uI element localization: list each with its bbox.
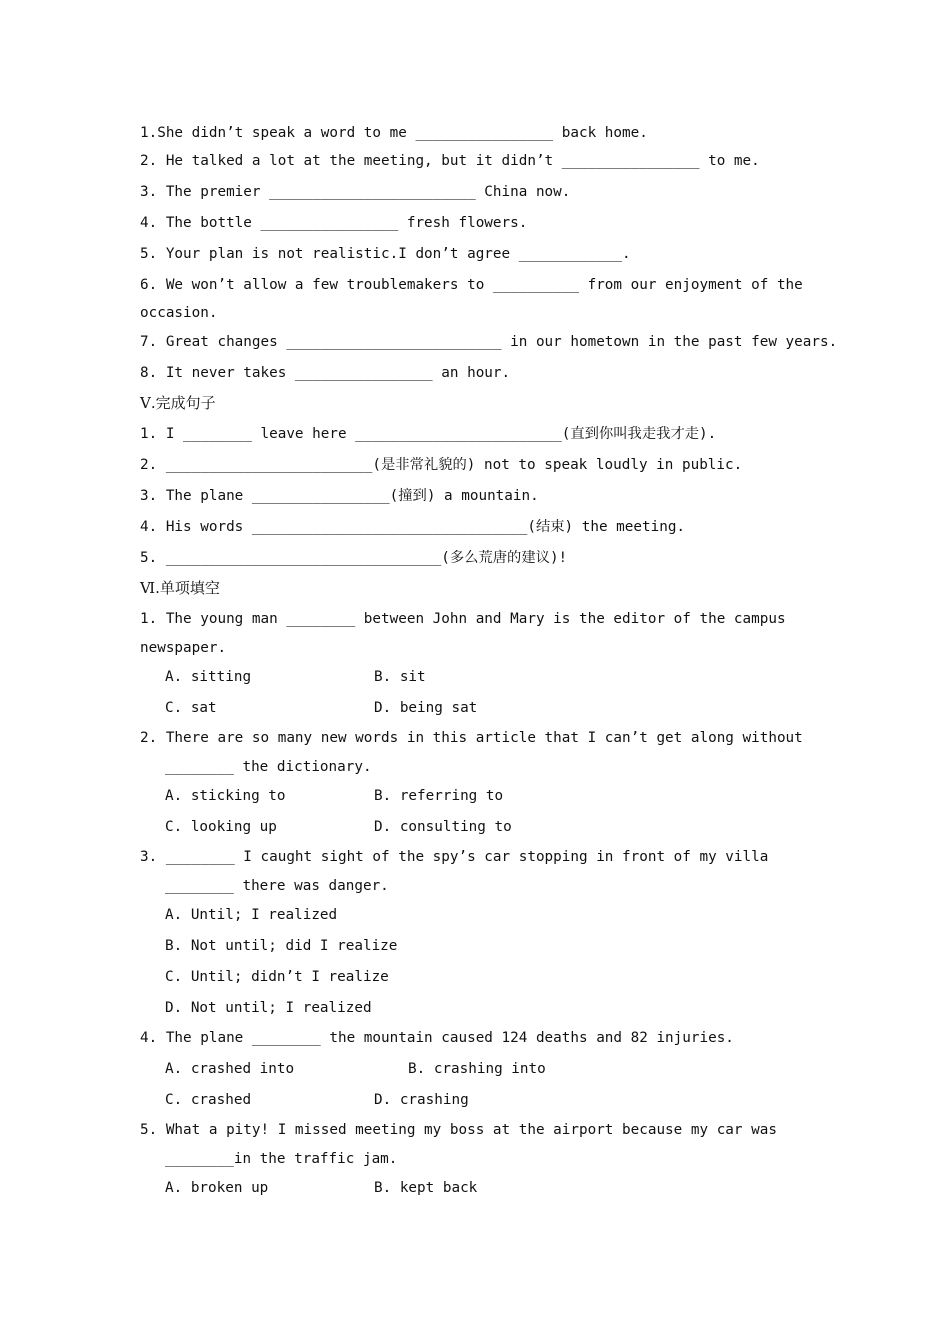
s5-question-3: 3. The plane ________________(撞到) a mountain. xyxy=(140,488,539,504)
s5-question-4: 4. His words ________________________________(结束) the meeting. xyxy=(140,519,686,535)
s4-question-2: 2. He talked a lot at the meeting, but it didn’t ________________ to me. xyxy=(140,153,760,169)
mc-q1-option-c: C. sat xyxy=(165,700,217,716)
mc-question-1-line2: newspaper. xyxy=(140,640,227,656)
mc-question-5-line1: 5. What a pity! I missed meeting my boss at the airport because my car was xyxy=(140,1122,777,1138)
s4-question-5: 5. Your plan is not realistic.I don’t agree ____________. xyxy=(140,246,631,262)
mc-question-1-line1: 1. The young man ________ between John and Mary is the editor of the campus xyxy=(140,611,786,627)
s5-question-2: 2. ________________________(是非常礼貌的) not to speak loudly in public. xyxy=(140,457,743,473)
mc-q3-option-d: D. Not until; I realized xyxy=(165,1000,372,1016)
s4-question-7: 7. Great changes _________________________ in our hometown in the past few years. xyxy=(140,334,838,350)
s4-question-1: 1.She didn’t speak a word to me ________________ back home. xyxy=(140,125,648,141)
mc-q4-option-d: D. crashing xyxy=(374,1092,469,1108)
s5-question-5: 5. ________________________________(多么荒唐的建议)! xyxy=(140,550,568,566)
mc-question-3-line1: 3. ________ I caught sight of the spy’s car stopping in front of my villa xyxy=(140,849,769,865)
section-6-heading: Ⅵ.单项填空 xyxy=(140,579,220,597)
mc-q2-option-b: B. referring to xyxy=(374,788,504,804)
mc-q2-option-c: C. looking up xyxy=(165,819,277,835)
mc-q1-option-d: D. being sat xyxy=(374,700,478,716)
mc-question-3-line2: ________ there was danger. xyxy=(165,878,389,894)
s4-question-8: 8. It never takes ________________ an hour. xyxy=(140,365,511,381)
s4-question-4: 4. The bottle ________________ fresh flowers. xyxy=(140,215,528,231)
mc-q4-option-c: C. crashed xyxy=(165,1092,252,1108)
mc-q4-option-b: B. crashing into xyxy=(408,1061,546,1077)
mc-q3-option-b: B. Not until; did I realize xyxy=(165,938,398,954)
mc-question-4-line1: 4. The plane ________ the mountain caused 124 deaths and 82 injuries. xyxy=(140,1030,734,1046)
mc-q5-option-a: A. broken up xyxy=(165,1180,269,1196)
section-5-heading: Ⅴ.完成句子 xyxy=(140,394,216,412)
mc-q2-option-d: D. consulting to xyxy=(374,819,512,835)
mc-q3-option-c: C. Until; didn’t I realize xyxy=(165,969,389,985)
s4-question-6-line2: occasion. xyxy=(140,305,218,321)
mc-question-5-line2: ________in the traffic jam. xyxy=(165,1151,398,1167)
mc-q3-option-a: A. Until; I realized xyxy=(165,907,338,923)
mc-q1-option-b: B. sit xyxy=(374,669,426,685)
s4-question-6-line1: 6. We won’t allow a few troublemakers to __________ from our enjoyment of the xyxy=(140,277,803,293)
s5-question-1: 1. I ________ leave here ________________________(直到你叫我走我才走). xyxy=(140,426,717,442)
mc-q2-option-a: A. sticking to xyxy=(165,788,286,804)
s4-question-3: 3. The premier ________________________ China now. xyxy=(140,184,571,200)
mc-q4-option-a: A. crashed into xyxy=(165,1061,295,1077)
mc-question-2-line1: 2. There are so many new words in this article that I can’t get along without xyxy=(140,730,803,746)
mc-q1-option-a: A. sitting xyxy=(165,669,252,685)
mc-q5-option-b: B. kept back xyxy=(374,1180,478,1196)
mc-question-2-line2: ________ the dictionary. xyxy=(165,759,372,775)
